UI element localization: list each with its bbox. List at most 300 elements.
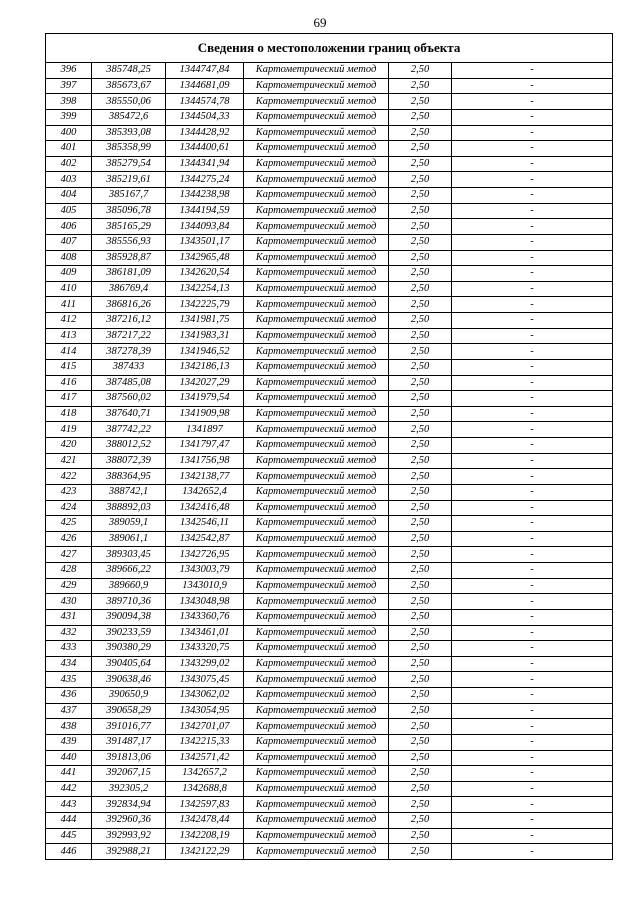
point-number-cell: 428 xyxy=(46,563,92,579)
method-cell: Картометрический метод xyxy=(244,563,389,579)
description-cell: - xyxy=(452,500,613,516)
table-row xyxy=(46,141,613,157)
accuracy-cell: 2,50 xyxy=(389,219,452,235)
accuracy-cell: 2,50 xyxy=(389,563,452,579)
point-number-cell: 418 xyxy=(46,406,92,422)
description-cell: - xyxy=(452,375,613,391)
accuracy-cell: 2,50 xyxy=(389,141,452,157)
y-coordinate-cell: 1343320,75 xyxy=(166,641,244,657)
point-number-cell: 411 xyxy=(46,297,92,313)
point-number-cell: 431 xyxy=(46,609,92,625)
table-row xyxy=(46,172,613,188)
accuracy-cell: 2,50 xyxy=(389,641,452,657)
x-coordinate-cell: 385358,99 xyxy=(92,141,166,157)
table-row xyxy=(46,250,613,266)
method-cell: Картометрический метод xyxy=(244,578,389,594)
table-row xyxy=(46,156,613,172)
table-row xyxy=(46,422,613,438)
accuracy-cell: 2,50 xyxy=(389,547,452,563)
description-cell: - xyxy=(452,641,613,657)
method-cell: Картометрический метод xyxy=(244,750,389,766)
y-coordinate-cell: 1341983,31 xyxy=(166,328,244,344)
x-coordinate-cell: 390638,46 xyxy=(92,672,166,688)
description-cell: - xyxy=(452,578,613,594)
table-row xyxy=(46,328,613,344)
method-cell: Картометрический метод xyxy=(244,250,389,266)
table-row xyxy=(46,563,613,579)
table-row xyxy=(46,94,613,110)
point-number-cell: 426 xyxy=(46,531,92,547)
method-cell: Картометрический метод xyxy=(244,359,389,375)
y-coordinate-cell: 1342254,13 xyxy=(166,281,244,297)
description-cell: - xyxy=(452,781,613,797)
y-coordinate-cell: 1342546,11 xyxy=(166,516,244,532)
point-number-cell: 438 xyxy=(46,719,92,735)
point-number-cell: 423 xyxy=(46,484,92,500)
description-cell: - xyxy=(452,344,613,360)
method-cell: Картометрический метод xyxy=(244,813,389,829)
method-cell: Картометрический метод xyxy=(244,594,389,610)
accuracy-cell: 2,50 xyxy=(389,828,452,844)
point-number-cell: 405 xyxy=(46,203,92,219)
x-coordinate-cell: 390650,9 xyxy=(92,688,166,704)
accuracy-cell: 2,50 xyxy=(389,266,452,282)
method-cell: Картометрический метод xyxy=(244,484,389,500)
description-cell: - xyxy=(452,234,613,250)
table-row xyxy=(46,719,613,735)
point-number-cell: 433 xyxy=(46,641,92,657)
description-cell: - xyxy=(452,406,613,422)
method-cell: Картометрический метод xyxy=(244,188,389,204)
description-cell: - xyxy=(452,656,613,672)
point-number-cell: 407 xyxy=(46,234,92,250)
method-cell: Картометрический метод xyxy=(244,297,389,313)
accuracy-cell: 2,50 xyxy=(389,109,452,125)
method-cell: Картометрический метод xyxy=(244,672,389,688)
description-cell: - xyxy=(452,266,613,282)
method-cell: Картометрический метод xyxy=(244,719,389,735)
y-coordinate-cell: 1341979,54 xyxy=(166,391,244,407)
y-coordinate-cell: 1341797,47 xyxy=(166,438,244,454)
accuracy-cell: 2,50 xyxy=(389,594,452,610)
method-cell: Картометрический метод xyxy=(244,344,389,360)
description-cell: - xyxy=(452,766,613,782)
accuracy-cell: 2,50 xyxy=(389,391,452,407)
description-cell: - xyxy=(452,453,613,469)
description-cell: - xyxy=(452,156,613,172)
description-cell: - xyxy=(452,250,613,266)
y-coordinate-cell: 1342027,29 xyxy=(166,375,244,391)
y-coordinate-cell: 1342122,29 xyxy=(166,844,244,860)
description-cell: - xyxy=(452,563,613,579)
accuracy-cell: 2,50 xyxy=(389,94,452,110)
table-row xyxy=(46,766,613,782)
x-coordinate-cell: 385748,25 xyxy=(92,63,166,79)
description-cell: - xyxy=(452,688,613,704)
method-cell: Картометрический метод xyxy=(244,438,389,454)
description-cell: - xyxy=(452,813,613,829)
y-coordinate-cell: 1344428,92 xyxy=(166,125,244,141)
point-number-cell: 401 xyxy=(46,141,92,157)
point-number-cell: 419 xyxy=(46,422,92,438)
x-coordinate-cell: 386816,26 xyxy=(92,297,166,313)
method-cell: Картометрический метод xyxy=(244,641,389,657)
method-cell: Картометрический метод xyxy=(244,328,389,344)
page-number: 69 xyxy=(313,15,327,30)
table-title-row xyxy=(46,34,613,63)
x-coordinate-cell: 387640,71 xyxy=(92,406,166,422)
table-row xyxy=(46,516,613,532)
point-number-cell: 440 xyxy=(46,750,92,766)
accuracy-cell: 2,50 xyxy=(389,250,452,266)
table-row xyxy=(46,813,613,829)
y-coordinate-cell: 1341981,75 xyxy=(166,313,244,329)
y-coordinate-cell: 1342416,48 xyxy=(166,500,244,516)
accuracy-cell: 2,50 xyxy=(389,63,452,79)
point-number-cell: 442 xyxy=(46,781,92,797)
table-row xyxy=(46,109,613,125)
description-cell: - xyxy=(452,516,613,532)
description-cell: - xyxy=(452,313,613,329)
table-row xyxy=(46,547,613,563)
description-cell: - xyxy=(452,531,613,547)
point-number-cell: 429 xyxy=(46,578,92,594)
accuracy-cell: 2,50 xyxy=(389,328,452,344)
y-coordinate-cell: 1342726,95 xyxy=(166,547,244,563)
table-row xyxy=(46,203,613,219)
method-cell: Картометрический метод xyxy=(244,781,389,797)
x-coordinate-cell: 385167,7 xyxy=(92,188,166,204)
accuracy-cell: 2,50 xyxy=(389,375,452,391)
table-row xyxy=(46,672,613,688)
description-cell: - xyxy=(452,281,613,297)
table-row xyxy=(46,375,613,391)
point-number-cell: 420 xyxy=(46,438,92,454)
point-number-cell: 399 xyxy=(46,109,92,125)
table-row xyxy=(46,297,613,313)
x-coordinate-cell: 387216,12 xyxy=(92,313,166,329)
x-coordinate-cell: 385165,29 xyxy=(92,219,166,235)
y-coordinate-cell: 1342138,77 xyxy=(166,469,244,485)
accuracy-cell: 2,50 xyxy=(389,484,452,500)
point-number-cell: 416 xyxy=(46,375,92,391)
point-number-cell: 396 xyxy=(46,63,92,79)
x-coordinate-cell: 388012,52 xyxy=(92,438,166,454)
x-coordinate-cell: 385279,54 xyxy=(92,156,166,172)
point-number-cell: 443 xyxy=(46,797,92,813)
point-number-cell: 435 xyxy=(46,672,92,688)
method-cell: Картометрический метод xyxy=(244,109,389,125)
table-row xyxy=(46,344,613,360)
x-coordinate-cell: 391813,06 xyxy=(92,750,166,766)
x-coordinate-cell: 385928,87 xyxy=(92,250,166,266)
y-coordinate-cell: 1343461,01 xyxy=(166,625,244,641)
method-cell: Картометрический метод xyxy=(244,266,389,282)
y-coordinate-cell: 1344400,61 xyxy=(166,141,244,157)
description-cell: - xyxy=(452,484,613,500)
x-coordinate-cell: 386769,4 xyxy=(92,281,166,297)
method-cell: Картометрический метод xyxy=(244,203,389,219)
point-number-cell: 413 xyxy=(46,328,92,344)
x-coordinate-cell: 385556,93 xyxy=(92,234,166,250)
point-number-cell: 445 xyxy=(46,828,92,844)
x-coordinate-cell: 389061,1 xyxy=(92,531,166,547)
method-cell: Картометрический метод xyxy=(244,234,389,250)
method-cell: Картометрический метод xyxy=(244,78,389,94)
description-cell: - xyxy=(452,188,613,204)
y-coordinate-cell: 1343048,98 xyxy=(166,594,244,610)
x-coordinate-cell: 385673,67 xyxy=(92,78,166,94)
accuracy-cell: 2,50 xyxy=(389,516,452,532)
y-coordinate-cell: 1342701,07 xyxy=(166,719,244,735)
accuracy-cell: 2,50 xyxy=(389,813,452,829)
table-row xyxy=(46,500,613,516)
method-cell: Картометрический метод xyxy=(244,406,389,422)
table-row xyxy=(46,438,613,454)
y-coordinate-cell: 1343054,95 xyxy=(166,703,244,719)
y-coordinate-cell: 1344504,33 xyxy=(166,109,244,125)
description-cell: - xyxy=(452,672,613,688)
y-coordinate-cell: 1343003,79 xyxy=(166,563,244,579)
method-cell: Картометрический метод xyxy=(244,391,389,407)
method-cell: Картометрический метод xyxy=(244,609,389,625)
method-cell: Картометрический метод xyxy=(244,500,389,516)
table-row xyxy=(46,750,613,766)
description-cell: - xyxy=(452,297,613,313)
accuracy-cell: 2,50 xyxy=(389,453,452,469)
method-cell: Картометрический метод xyxy=(244,453,389,469)
table-row xyxy=(46,578,613,594)
x-coordinate-cell: 389660,9 xyxy=(92,578,166,594)
y-coordinate-cell: 1342657,2 xyxy=(166,766,244,782)
x-coordinate-cell: 385472,6 xyxy=(92,109,166,125)
table-row xyxy=(46,641,613,657)
description-cell: - xyxy=(452,359,613,375)
accuracy-cell: 2,50 xyxy=(389,656,452,672)
table-row xyxy=(46,797,613,813)
accuracy-cell: 2,50 xyxy=(389,406,452,422)
description-cell: - xyxy=(452,828,613,844)
method-cell: Картометрический метод xyxy=(244,94,389,110)
table-title: Сведения о местоположении границ объекта xyxy=(46,34,613,63)
description-cell: - xyxy=(452,469,613,485)
x-coordinate-cell: 390380,29 xyxy=(92,641,166,657)
description-cell: - xyxy=(452,703,613,719)
point-number-cell: 441 xyxy=(46,766,92,782)
method-cell: Картометрический метод xyxy=(244,516,389,532)
point-number-cell: 400 xyxy=(46,125,92,141)
y-coordinate-cell: 1342571,42 xyxy=(166,750,244,766)
point-number-cell: 425 xyxy=(46,516,92,532)
description-cell: - xyxy=(452,141,613,157)
method-cell: Картометрический метод xyxy=(244,625,389,641)
accuracy-cell: 2,50 xyxy=(389,469,452,485)
y-coordinate-cell: 1342652,4 xyxy=(166,484,244,500)
description-cell: - xyxy=(452,328,613,344)
table-row xyxy=(46,406,613,422)
x-coordinate-cell: 387433 xyxy=(92,359,166,375)
description-cell: - xyxy=(452,844,613,860)
table-row xyxy=(46,78,613,94)
accuracy-cell: 2,50 xyxy=(389,234,452,250)
accuracy-cell: 2,50 xyxy=(389,313,452,329)
y-coordinate-cell: 1344574,78 xyxy=(166,94,244,110)
point-number-cell: 436 xyxy=(46,688,92,704)
point-number-cell: 402 xyxy=(46,156,92,172)
accuracy-cell: 2,50 xyxy=(389,688,452,704)
table-row xyxy=(46,734,613,750)
y-coordinate-cell: 1342620,54 xyxy=(166,266,244,282)
x-coordinate-cell: 389710,36 xyxy=(92,594,166,610)
table-row xyxy=(46,828,613,844)
point-number-cell: 439 xyxy=(46,734,92,750)
x-coordinate-cell: 387217,22 xyxy=(92,328,166,344)
point-number-cell: 412 xyxy=(46,313,92,329)
y-coordinate-cell: 1342208,19 xyxy=(166,828,244,844)
accuracy-cell: 2,50 xyxy=(389,78,452,94)
accuracy-cell: 2,50 xyxy=(389,281,452,297)
method-cell: Картометрический метод xyxy=(244,313,389,329)
y-coordinate-cell: 1342478,44 xyxy=(166,813,244,829)
description-cell: - xyxy=(452,547,613,563)
method-cell: Картометрический метод xyxy=(244,281,389,297)
description-cell: - xyxy=(452,203,613,219)
x-coordinate-cell: 386181,09 xyxy=(92,266,166,282)
y-coordinate-cell: 1342688,8 xyxy=(166,781,244,797)
x-coordinate-cell: 387278,39 xyxy=(92,344,166,360)
table-row xyxy=(46,688,613,704)
point-number-cell: 398 xyxy=(46,94,92,110)
accuracy-cell: 2,50 xyxy=(389,750,452,766)
point-number-cell: 408 xyxy=(46,250,92,266)
table-row xyxy=(46,234,613,250)
method-cell: Картометрический метод xyxy=(244,156,389,172)
accuracy-cell: 2,50 xyxy=(389,844,452,860)
y-coordinate-cell: 1342186,13 xyxy=(166,359,244,375)
y-coordinate-cell: 1344341,94 xyxy=(166,156,244,172)
boundary-table xyxy=(45,33,613,860)
point-number-cell: 404 xyxy=(46,188,92,204)
x-coordinate-cell: 390233,59 xyxy=(92,625,166,641)
method-cell: Картометрический метод xyxy=(244,219,389,235)
table-row xyxy=(46,453,613,469)
method-cell: Картометрический метод xyxy=(244,828,389,844)
x-coordinate-cell: 392067,15 xyxy=(92,766,166,782)
accuracy-cell: 2,50 xyxy=(389,703,452,719)
x-coordinate-cell: 387485,08 xyxy=(92,375,166,391)
table-row xyxy=(46,313,613,329)
x-coordinate-cell: 392960,36 xyxy=(92,813,166,829)
method-cell: Картометрический метод xyxy=(244,141,389,157)
description-cell: - xyxy=(452,78,613,94)
table-row xyxy=(46,125,613,141)
x-coordinate-cell: 389059,1 xyxy=(92,516,166,532)
table-row xyxy=(46,266,613,282)
y-coordinate-cell: 1342225,79 xyxy=(166,297,244,313)
x-coordinate-cell: 385219,61 xyxy=(92,172,166,188)
x-coordinate-cell: 392305,2 xyxy=(92,781,166,797)
table-row xyxy=(46,469,613,485)
point-number-cell: 430 xyxy=(46,594,92,610)
accuracy-cell: 2,50 xyxy=(389,531,452,547)
y-coordinate-cell: 1344194,59 xyxy=(166,203,244,219)
point-number-cell: 397 xyxy=(46,78,92,94)
x-coordinate-cell: 389303,45 xyxy=(92,547,166,563)
table-row xyxy=(46,625,613,641)
x-coordinate-cell: 391016,77 xyxy=(92,719,166,735)
y-coordinate-cell: 1343299,02 xyxy=(166,656,244,672)
description-cell: - xyxy=(452,797,613,813)
description-cell: - xyxy=(452,219,613,235)
method-cell: Картометрический метод xyxy=(244,172,389,188)
table-row xyxy=(46,359,613,375)
description-cell: - xyxy=(452,109,613,125)
accuracy-cell: 2,50 xyxy=(389,203,452,219)
table-row xyxy=(46,594,613,610)
table-row xyxy=(46,844,613,860)
description-cell: - xyxy=(452,172,613,188)
y-coordinate-cell: 1342542,87 xyxy=(166,531,244,547)
point-number-cell: 415 xyxy=(46,359,92,375)
x-coordinate-cell: 388364,95 xyxy=(92,469,166,485)
point-number-cell: 432 xyxy=(46,625,92,641)
x-coordinate-cell: 385096,78 xyxy=(92,203,166,219)
y-coordinate-cell: 1342597,83 xyxy=(166,797,244,813)
table-row xyxy=(46,391,613,407)
method-cell: Картометрический метод xyxy=(244,688,389,704)
method-cell: Картометрический метод xyxy=(244,422,389,438)
point-number-cell: 427 xyxy=(46,547,92,563)
y-coordinate-cell: 1342215,33 xyxy=(166,734,244,750)
accuracy-cell: 2,50 xyxy=(389,781,452,797)
accuracy-cell: 2,50 xyxy=(389,625,452,641)
y-coordinate-cell: 1343010,9 xyxy=(166,578,244,594)
accuracy-cell: 2,50 xyxy=(389,578,452,594)
method-cell: Картометрический метод xyxy=(244,734,389,750)
table-row xyxy=(46,656,613,672)
point-number-cell: 406 xyxy=(46,219,92,235)
description-cell: - xyxy=(452,125,613,141)
accuracy-cell: 2,50 xyxy=(389,766,452,782)
description-cell: - xyxy=(452,594,613,610)
method-cell: Картометрический метод xyxy=(244,797,389,813)
accuracy-cell: 2,50 xyxy=(389,609,452,625)
y-coordinate-cell: 1343062,02 xyxy=(166,688,244,704)
y-coordinate-cell: 1341909,98 xyxy=(166,406,244,422)
y-coordinate-cell: 1344093,84 xyxy=(166,219,244,235)
y-coordinate-cell: 1343075,45 xyxy=(166,672,244,688)
accuracy-cell: 2,50 xyxy=(389,672,452,688)
x-coordinate-cell: 388072,39 xyxy=(92,453,166,469)
description-cell: - xyxy=(452,750,613,766)
point-number-cell: 422 xyxy=(46,469,92,485)
accuracy-cell: 2,50 xyxy=(389,797,452,813)
accuracy-cell: 2,50 xyxy=(389,156,452,172)
point-number-cell: 437 xyxy=(46,703,92,719)
method-cell: Картометрический метод xyxy=(244,63,389,79)
accuracy-cell: 2,50 xyxy=(389,500,452,516)
y-coordinate-cell: 1344747,84 xyxy=(166,63,244,79)
accuracy-cell: 2,50 xyxy=(389,172,452,188)
description-cell: - xyxy=(452,734,613,750)
y-coordinate-cell: 1343501,17 xyxy=(166,234,244,250)
method-cell: Картометрический метод xyxy=(244,469,389,485)
method-cell: Картометрический метод xyxy=(244,531,389,547)
description-cell: - xyxy=(452,94,613,110)
x-coordinate-cell: 390094,38 xyxy=(92,609,166,625)
description-cell: - xyxy=(452,719,613,735)
y-coordinate-cell: 1344681,09 xyxy=(166,78,244,94)
